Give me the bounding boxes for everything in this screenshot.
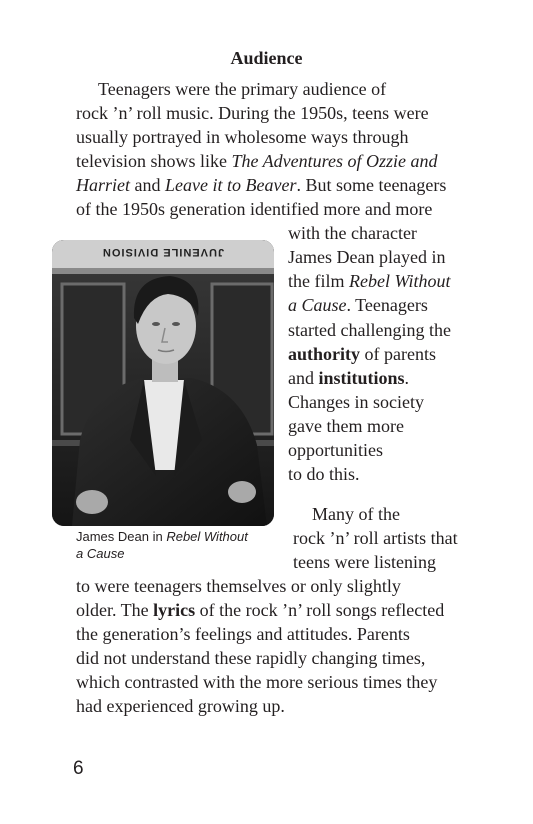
glossary-term: lyrics (153, 600, 196, 620)
text-line: rock ’n’ roll artists that (293, 528, 458, 548)
text-line: Changes in society (288, 392, 424, 412)
text-line: Harriet and Leave it to Beaver. But some teenagers (76, 175, 447, 195)
text-line: Teenagers were the primary audience of (98, 79, 387, 99)
sign-text: JUVENILE DIVISION (101, 246, 225, 258)
text-line: the generation’s feelings and attitudes. Parents (76, 624, 410, 644)
glossary-term: authority (288, 344, 360, 364)
text-line: Many of the (312, 504, 400, 524)
film-title: Rebel Without (349, 271, 451, 291)
text-line: which contrasted with the more serious times they (76, 672, 438, 692)
text-line: James Dean played in (288, 247, 446, 267)
film-title: a Cause (288, 295, 347, 315)
text-line: gave them more (288, 416, 404, 436)
text-line: opportunities (288, 440, 383, 460)
section-heading: Audience (230, 48, 303, 68)
text-line: to do this. (288, 464, 360, 484)
text-line: the film Rebel Without (288, 271, 451, 291)
text-line: rock ’n’ roll music. During the 1950s, teens were (76, 103, 429, 123)
caption-film-title: a Cause (76, 546, 125, 561)
text-line: to were teenagers themselves or only slightly (76, 576, 401, 596)
text-line: television shows like The Adventures of Ozzie and (76, 151, 438, 171)
james-dean-photo (52, 240, 274, 526)
text-line: and institutions. (288, 368, 410, 388)
show-title: Leave it to Beaver (165, 175, 297, 195)
text-line: older. The lyrics of the rock ’n’ roll songs reflected (76, 600, 445, 620)
show-title: Harriet (76, 175, 130, 195)
page-number: 6 (73, 758, 84, 779)
text-line: a Cause. Teenagers (288, 295, 428, 315)
photo-caption: James Dean in Rebel Without a Cause (76, 529, 248, 561)
text-line: of the 1950s generation identified more and more (76, 199, 433, 219)
text-line: authority of parents (288, 344, 436, 364)
show-title: The Adventures of Ozzie and (231, 151, 438, 171)
text-line: teens were listening (293, 552, 436, 572)
text-line: usually portrayed in wholesome ways through (76, 127, 409, 147)
glossary-term: institutions (318, 368, 405, 388)
caption-film-title: Rebel Without (166, 529, 248, 544)
text-line: had experienced growing up. (76, 696, 285, 716)
photo-illustration (52, 240, 274, 526)
text-line: with the character (288, 223, 417, 243)
text-line: started challenging the (288, 320, 451, 340)
text-line: did not understand these rapidly changing times, (76, 648, 426, 668)
